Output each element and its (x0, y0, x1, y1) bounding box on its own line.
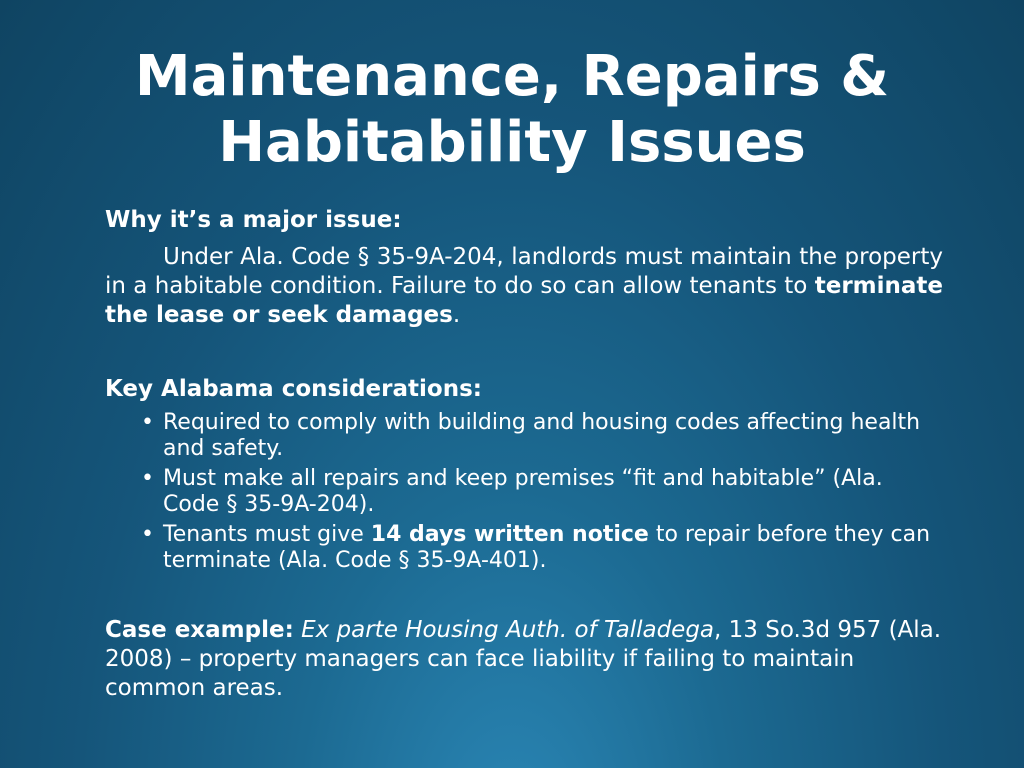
why-paragraph (105, 243, 943, 330)
case-label: Case example: (105, 617, 294, 643)
bullet-item (105, 410, 943, 462)
title-line-2: Habitability Issues (218, 110, 806, 175)
why-heading: Why it’s a major issue: (105, 207, 402, 233)
bullet-text-bold: 14 days written notice (370, 522, 649, 547)
title-line-1: Maintenance, Repairs & (134, 44, 890, 109)
slide-title (0, 44, 1024, 176)
bullet-text: Must make all repairs and keep premises “fit and habitable” (Ala. Code § 35-9A-204). (163, 466, 883, 517)
bullet-item (105, 466, 943, 518)
bullet-item (105, 522, 943, 574)
why-text-bold: terminate the lease or seek damages (105, 273, 943, 328)
slide-body (105, 206, 943, 703)
case-example (105, 616, 943, 703)
key-heading: Key Alabama considerations: (105, 376, 482, 402)
bullet-text-end: to repair before they can terminate (Ala. Code § 35-9A-401). (163, 522, 931, 573)
case-text: , 13 So.3d 957 (Ala. 2008) – property managers can face liability if failing to maintain common areas. (105, 617, 942, 701)
key-bullet-list (105, 410, 943, 574)
why-text-end: . (452, 302, 461, 328)
bullet-text: Required to comply with building and housing codes affecting health and safety. (163, 410, 921, 461)
case-name: Ex parte Housing Auth. of Talladega (301, 617, 715, 643)
why-text: Under Ala. Code § 35-9A-204, landlords must maintain the property in a habitable condition. Failure to do so can allow tenants to (105, 244, 943, 299)
bullet-text: Tenants must give (163, 522, 371, 547)
